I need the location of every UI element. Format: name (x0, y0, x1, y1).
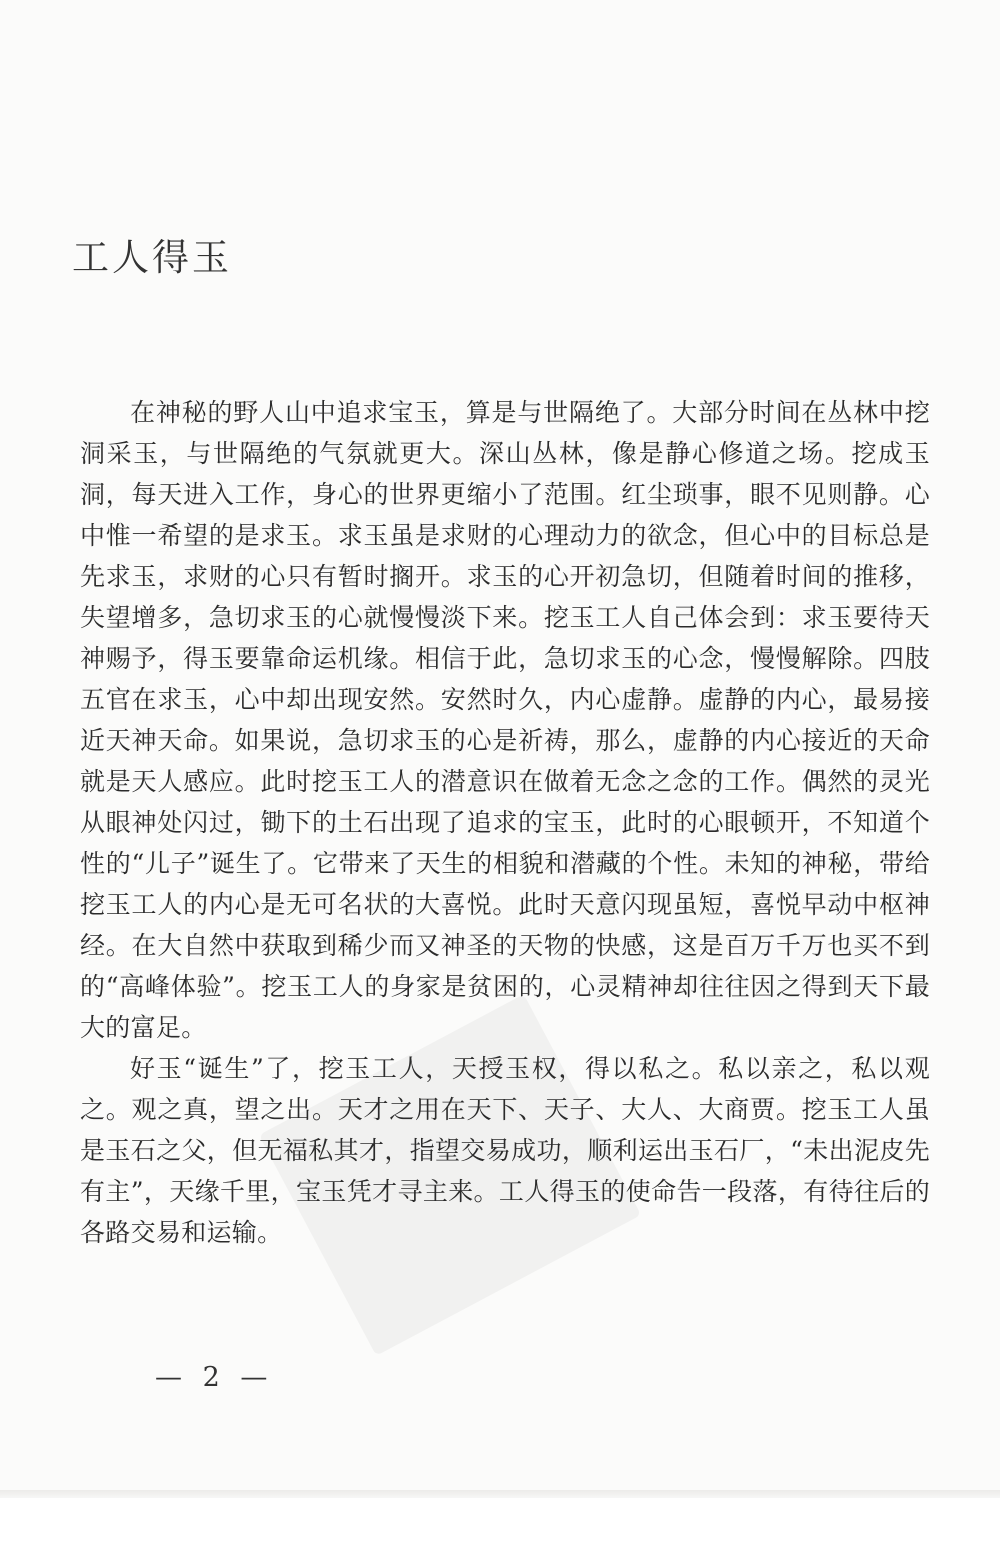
paragraph-1: 在神秘的野人山中追求宝玉，算是与世隔绝了。大部分时间在丛林中挖洞采玉，与世隔绝的气氛就更大。深山丛林，像是静心修道之场。挖成玉洞，每天进入工作，身心的世界更缩小了范围。红尘琐事，眼不见则静。心中惟一希望的是求玉。求玉虽是求财的心理动力的欲念，但心中的目标总是先求玉，求财的心只有暂时搁开。求玉的心开初急切，但随着时间的推移，失望增多，急切求玉的心就慢慢淡下来。挖玉工人自己体会到：求玉要待天神赐予，得玉要靠命运机缘。相信于此，急切求玉的心念，慢慢解除。四肢五官在求玉，心中却出现安然。安然时久，内心虚静。虚静的内心，最易接近天神天命。如果说，急切求玉的心是祈祷，那么，虚静的内心接近的天命就是天人感应。此时挖玉工人的潜意识在做着无念之念的工作。偶然的灵光从眼神处闪过，锄下的土石出现了追求的宝玉，此时的心眼顿开，不知道个性的“儿子”诞生了。它带来了天生的相貌和潜藏的个性。未知的神秘，带给挖玉工人的内心是无可名状的大喜悦。此时天意闪现虽短，喜悦早动中枢神经。在大自然中获取到稀少而又神圣的天物的快感，这是百万千万也买不到的“高峰体验”。挖玉工人的身家是贫困的，心灵精神却往往因之得到天下最大的富足。 (80, 398, 930, 1042)
chapter-title: 工人得玉 (72, 236, 232, 279)
paragraph-2: 好玉“诞生”了，挖玉工人，天授玉权，得以私之。私以亲之，私以观之。观之真，望之出。天才之用在天下、天子、大人、大商贾。挖玉工人虽是玉石之父，但无福私其才，指望交易成功，顺利运出玉石厂，“未出泥皮先有主”，天缘千里，宝玉凭才寻主来。工人得玉的使命告一段落，有待往后的各路交易和运输。 (80, 1054, 930, 1247)
page-edge (0, 1490, 1000, 1498)
body-text (80, 392, 930, 1253)
page-number: — 2 — (155, 1362, 274, 1393)
